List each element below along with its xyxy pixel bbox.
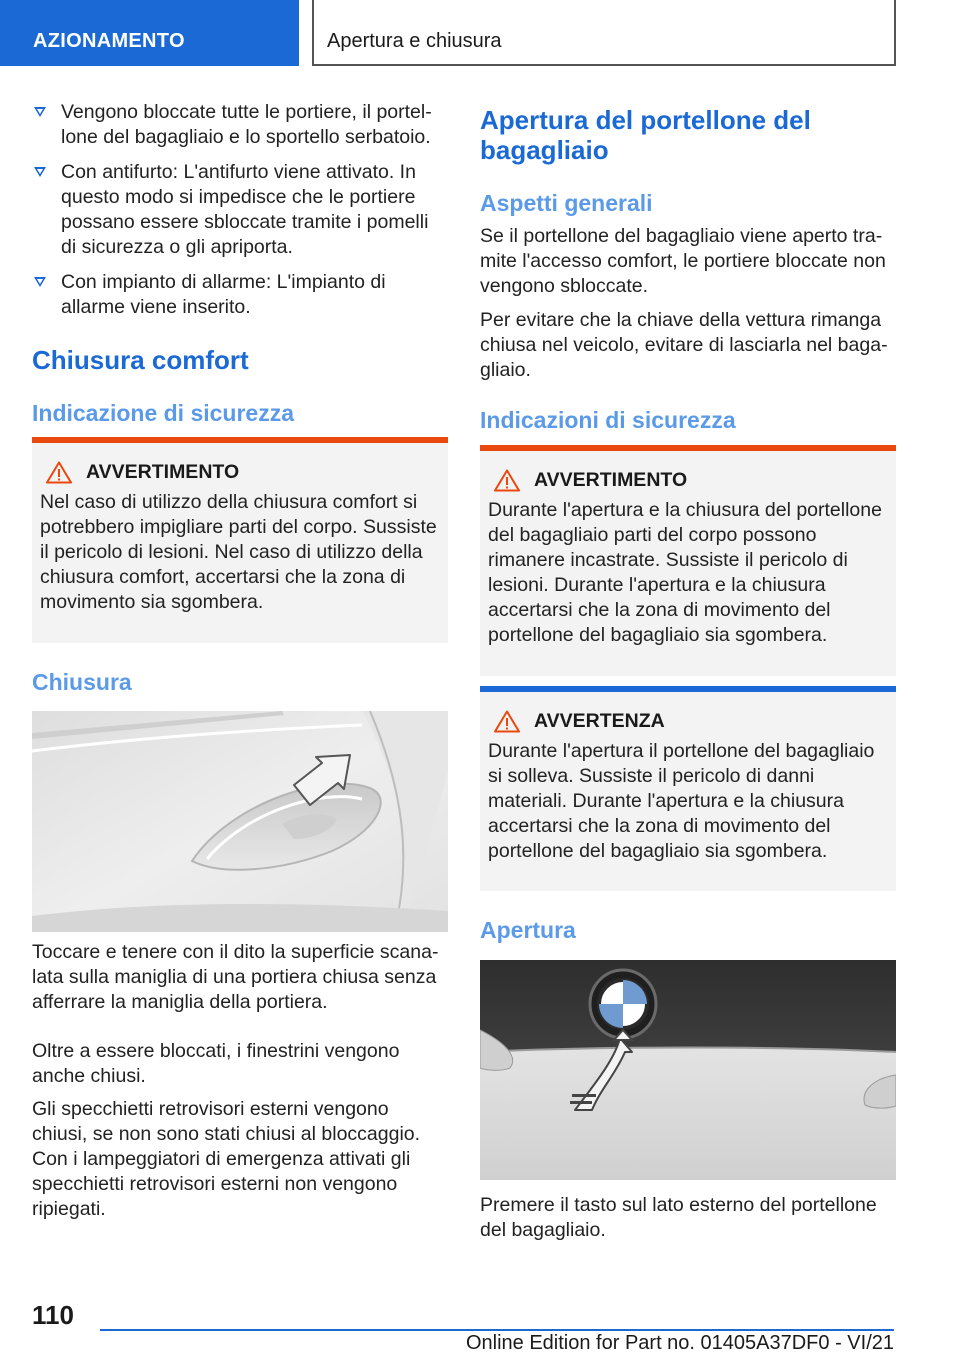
heading-closing: Chiusura <box>32 669 132 695</box>
triangle-bullet-icon <box>34 277 46 287</box>
caution-triangle-icon <box>494 710 520 733</box>
section-tab[interactable]: AZIONAMENTO <box>0 0 299 66</box>
edition-note: Online Edition for Part no. 01405A37DF0 - VI/21 <box>465 1332 894 1354</box>
heading-safety-notes: Indicazioni di sicurezza <box>480 407 736 433</box>
warning-triangle-icon <box>494 469 520 492</box>
caution-box <box>480 686 896 891</box>
heading-general: Aspetti generali <box>480 190 653 216</box>
heading-open-tailgate: Apertura del portellone del bagagliaio <box>480 105 811 165</box>
caution-text: Durante l'apertura il portellone del bagagliaio si solleva. Sussiste il pericolo di danni materiali. Durante l'apertura e la chiusura accertarsi che la zona di movimento del portellone del bagagliaio sia sgombera. <box>488 740 875 862</box>
footer-divider <box>100 1329 894 1331</box>
heading-comfort-closing: Chiusura comfort <box>32 345 249 375</box>
warning-triangle-icon <box>46 461 72 484</box>
warning-title: AVVERTIMENTO <box>534 469 688 491</box>
warning-text: Durante l'apertura e la chiusura del portellone del bagagliaio parti del corpo possono rimanere incastrate. Sussiste il pericolo di lesioni. Durante l'apertura e la chiusura accertarsi che la zona di movimento del portellone del bagagliaio sia sgombera. <box>488 499 882 646</box>
page-number: 110 <box>32 1300 74 1330</box>
list-item: Con antifurto: L'antifurto viene attivato. In questo modo si impedisce che le portiere possano essere sbloccate tramite i pomelli di sicurezza o gli apriporta. <box>32 160 448 260</box>
heading-opening: Apertura <box>480 917 576 943</box>
paragraph-key-inside: Per evitare che la chiave della vettura rimanga chiusa nel veicolo, evitare di lasciarla nel bagagliaio. <box>480 309 888 381</box>
warning-box <box>480 445 896 676</box>
warning-title: AVVERTIMENTO <box>86 461 240 483</box>
warning-text: Nel caso di utilizzo della chiusura comfort si potrebbero impigliare parti del corpo. Sussiste il pericolo di lesioni. Nel caso di utilizzo della chiusura comfort, accertarsi che la zona di movimento sia sgombera. <box>40 491 437 613</box>
list-item: Vengono bloccate tutte le portiere, il portellone del bagagliaio e lo sportello serbatoio. <box>32 100 448 150</box>
door-handle-image <box>32 711 448 932</box>
door-handle-illustration <box>32 711 448 932</box>
triangle-bullet-icon <box>34 167 46 177</box>
paragraph-windows: Oltre a essere bloccati, i finestrini vengono anche chiusi. <box>32 1040 400 1087</box>
chapter-title: Apertura e chiusura <box>312 0 896 66</box>
lock-effects-list <box>32 100 448 330</box>
paragraph-mirrors: Gli specchietti retrovisori esterni vengono chiusi, se non sono stati chiusi al bloccaggio. Con i lampeggiatori di emergenza attivati gli specchietti retrovisori esterni non vengono ripiegati. <box>32 1098 421 1220</box>
paragraph-touch-handle: Toccare e tenere con il dito la superficie scanalata sulla maniglia di una portiera chiusa senza afferrare la maniglia della portiera. <box>32 941 439 1013</box>
warning-box <box>32 437 448 643</box>
tailgate-illustration <box>480 960 896 1180</box>
paragraph-press-button: Premere il tasto sul lato esterno del portellone del bagagliaio. <box>480 1194 877 1241</box>
tailgate-button-image <box>480 960 896 1180</box>
triangle-bullet-icon <box>34 107 46 117</box>
list-item: Con impianto di allarme: L'impianto di allarme viene inserito. <box>32 270 448 320</box>
heading-safety-note: Indicazione di sicurezza <box>32 400 295 426</box>
caution-title: AVVERTENZA <box>534 710 665 732</box>
paragraph-comfort-access: Se il portellone del bagagliaio viene aperto tramite l'accesso comfort, le portiere bloccate non vengono sbloccate. <box>480 225 886 297</box>
